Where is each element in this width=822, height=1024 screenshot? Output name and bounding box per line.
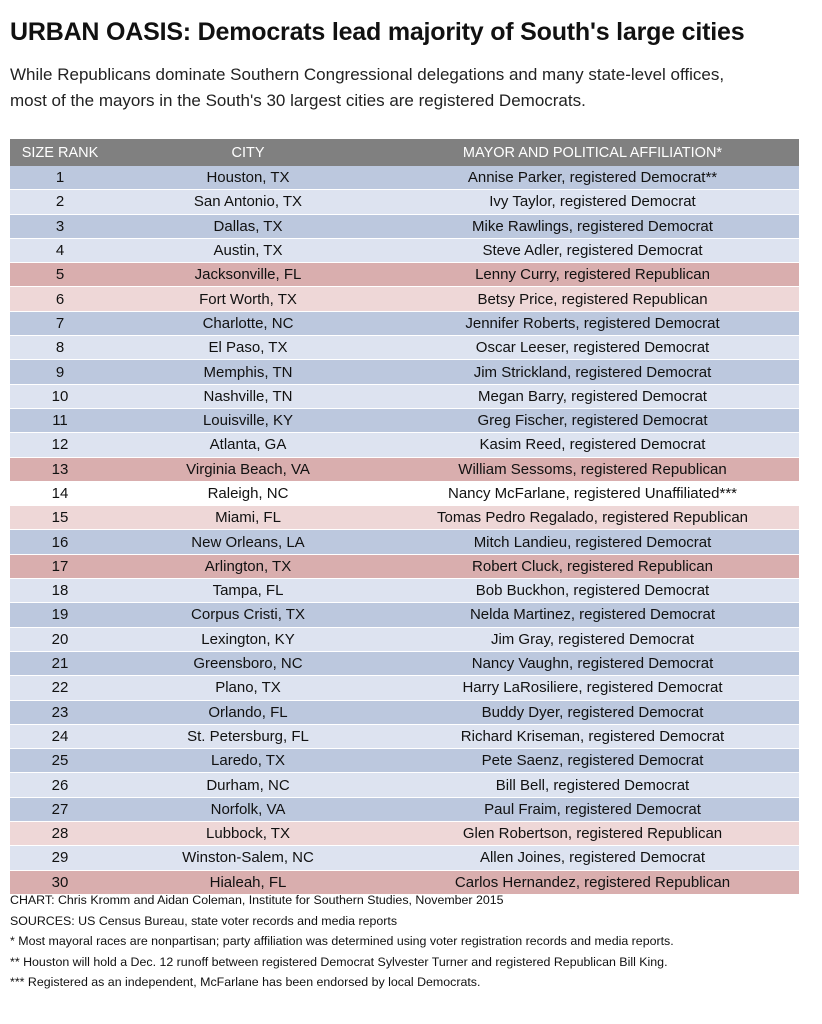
cell-rank: 24: [10, 724, 110, 748]
cell-mayor: Tomas Pedro Regalado, registered Republican: [386, 506, 799, 530]
cell-city: St. Petersburg, FL: [110, 724, 386, 748]
table-row: [10, 506, 799, 530]
cell-mayor: Carlos Hernandez, registered Republican: [386, 870, 799, 894]
header-size-rank: SIZE RANK: [10, 139, 110, 166]
cell-mayor: Bill Bell, registered Democrat: [386, 773, 799, 797]
cell-rank: 2: [10, 190, 110, 214]
cell-rank: 7: [10, 311, 110, 335]
cell-mayor: Kasim Reed, registered Democrat: [386, 433, 799, 457]
table-row: [10, 846, 799, 870]
cell-mayor: Megan Barry, registered Democrat: [386, 384, 799, 408]
cell-mayor: William Sessoms, registered Republican: [386, 457, 799, 481]
cell-rank: 18: [10, 579, 110, 603]
cell-city: Austin, TX: [110, 238, 386, 262]
cell-city: San Antonio, TX: [110, 190, 386, 214]
table-row: [10, 166, 799, 190]
header-city: CITY: [110, 139, 386, 166]
cell-city: Hialeah, FL: [110, 870, 386, 894]
cell-mayor: Mitch Landieu, registered Democrat: [386, 530, 799, 554]
cell-rank: 21: [10, 651, 110, 675]
table-row: [10, 676, 799, 700]
cell-rank: 28: [10, 822, 110, 846]
cell-rank: 29: [10, 846, 110, 870]
cell-mayor: Nancy Vaughn, registered Democrat: [386, 651, 799, 675]
cell-rank: 3: [10, 214, 110, 238]
mayors-table: [10, 139, 799, 895]
cell-city: Corpus Cristi, TX: [110, 603, 386, 627]
table-row: [10, 360, 799, 384]
cell-rank: 17: [10, 554, 110, 578]
cell-mayor: Ivy Taylor, registered Democrat: [386, 190, 799, 214]
cell-mayor: Greg Fischer, registered Democrat: [386, 408, 799, 432]
cell-mayor: Harry LaRosiliere, registered Democrat: [386, 676, 799, 700]
cell-rank: 14: [10, 481, 110, 505]
subtitle-line: most of the mayors in the South's 30 largest cities are registered Democrats.: [10, 91, 586, 110]
cell-city: Norfolk, VA: [110, 797, 386, 821]
cell-mayor: Jim Strickland, registered Democrat: [386, 360, 799, 384]
table-row: [10, 190, 799, 214]
table-row: [10, 773, 799, 797]
cell-city: Greensboro, NC: [110, 651, 386, 675]
cell-rank: 27: [10, 797, 110, 821]
footnote-credit: CHART: Chris Kromm and Aidan Coleman, Institute for Southern Studies, November 2015: [10, 893, 504, 907]
table-row: [10, 530, 799, 554]
cell-city: Raleigh, NC: [110, 481, 386, 505]
cell-city: Atlanta, GA: [110, 433, 386, 457]
table-row: [10, 433, 799, 457]
cell-rank: 1: [10, 166, 110, 190]
table-row: [10, 749, 799, 773]
table-row: [10, 457, 799, 481]
table-row: [10, 287, 799, 311]
footnote-single-star: * Most mayoral races are nonpartisan; party affiliation was determined using voter registration records and media reports.: [10, 934, 674, 948]
cell-mayor: Oscar Leeser, registered Democrat: [386, 336, 799, 360]
table-row: [10, 822, 799, 846]
cell-mayor: Annise Parker, registered Democrat**: [386, 166, 799, 190]
cell-city: Tampa, FL: [110, 579, 386, 603]
footnote-triple-star: *** Registered as an independent, McFarlane has been endorsed by local Democrats.: [10, 975, 481, 989]
table-row: [10, 263, 799, 287]
cell-rank: 5: [10, 263, 110, 287]
cell-rank: 30: [10, 870, 110, 894]
table-row: [10, 336, 799, 360]
cell-rank: 10: [10, 384, 110, 408]
cell-mayor: Paul Fraim, registered Democrat: [386, 797, 799, 821]
cell-rank: 8: [10, 336, 110, 360]
cell-mayor: Buddy Dyer, registered Democrat: [386, 700, 799, 724]
cell-city: New Orleans, LA: [110, 530, 386, 554]
cell-mayor: Betsy Price, registered Republican: [386, 287, 799, 311]
cell-city: Lubbock, TX: [110, 822, 386, 846]
cell-mayor: Mike Rawlings, registered Democrat: [386, 214, 799, 238]
cell-rank: 11: [10, 408, 110, 432]
cell-city: Laredo, TX: [110, 749, 386, 773]
cell-city: El Paso, TX: [110, 336, 386, 360]
cell-rank: 4: [10, 238, 110, 262]
cell-mayor: Allen Joines, registered Democrat: [386, 846, 799, 870]
cell-mayor: Richard Kriseman, registered Democrat: [386, 724, 799, 748]
table-row: [10, 311, 799, 335]
table-row: [10, 627, 799, 651]
header-mayor-affiliation: MAYOR AND POLITICAL AFFILIATION*: [386, 139, 799, 166]
cell-rank: 12: [10, 433, 110, 457]
cell-rank: 16: [10, 530, 110, 554]
cell-city: Virginia Beach, VA: [110, 457, 386, 481]
cell-mayor: Lenny Curry, registered Republican: [386, 263, 799, 287]
subtitle-line: While Republicans dominate Southern Congressional delegations and many state-level offices,: [10, 65, 725, 84]
cell-city: Winston-Salem, NC: [110, 846, 386, 870]
cell-mayor: Glen Robertson, registered Republican: [386, 822, 799, 846]
cell-city: Jacksonville, FL: [110, 263, 386, 287]
table-row: [10, 651, 799, 675]
chart-subtitle: [10, 62, 810, 114]
cell-rank: 22: [10, 676, 110, 700]
table-row: [10, 797, 799, 821]
table-body: [10, 166, 799, 894]
table-row: [10, 603, 799, 627]
cell-mayor: Steve Adler, registered Democrat: [386, 238, 799, 262]
cell-city: Houston, TX: [110, 166, 386, 190]
cell-mayor: Robert Cluck, registered Republican: [386, 554, 799, 578]
cell-mayor: Jim Gray, registered Democrat: [386, 627, 799, 651]
footnote-double-star: ** Houston will hold a Dec. 12 runoff between registered Democrat Sylvester Turner and registered Republican Bill King.: [10, 954, 668, 969]
cell-rank: 15: [10, 506, 110, 530]
table-row: [10, 384, 799, 408]
cell-city: Fort Worth, TX: [110, 287, 386, 311]
cell-rank: 6: [10, 287, 110, 311]
cell-rank: 25: [10, 749, 110, 773]
cell-rank: 23: [10, 700, 110, 724]
chart-title: URBAN OASIS: Democrats lead majority of South's large cities: [10, 18, 745, 46]
cell-mayor: Jennifer Roberts, registered Democrat: [386, 311, 799, 335]
cell-mayor: Bob Buckhon, registered Democrat: [386, 579, 799, 603]
cell-mayor: Nancy McFarlane, registered Unaffiliated***: [386, 481, 799, 505]
cell-city: Miami, FL: [110, 506, 386, 530]
cell-city: Orlando, FL: [110, 700, 386, 724]
cell-city: Charlotte, NC: [110, 311, 386, 335]
table-row: [10, 238, 799, 262]
cell-city: Nashville, TN: [110, 384, 386, 408]
cell-mayor: Nelda Martinez, registered Democrat: [386, 603, 799, 627]
cell-rank: 13: [10, 457, 110, 481]
cell-city: Dallas, TX: [110, 214, 386, 238]
cell-mayor: Pete Saenz, registered Democrat: [386, 749, 799, 773]
table-row: [10, 408, 799, 432]
cell-rank: 26: [10, 773, 110, 797]
cell-rank: 20: [10, 627, 110, 651]
cell-city: Louisville, KY: [110, 408, 386, 432]
cell-city: Durham, NC: [110, 773, 386, 797]
cell-city: Plano, TX: [110, 676, 386, 700]
footnote-sources: SOURCES: US Census Bureau, state voter records and media reports: [10, 913, 398, 928]
table-header-row: [10, 139, 799, 166]
table-row: [10, 724, 799, 748]
cell-city: Lexington, KY: [110, 627, 386, 651]
cell-rank: 19: [10, 603, 110, 627]
cell-rank: 9: [10, 360, 110, 384]
table-row: [10, 554, 799, 578]
table-row: [10, 579, 799, 603]
footnotes: [10, 890, 815, 993]
cell-city: Arlington, TX: [110, 554, 386, 578]
cell-city: Memphis, TN: [110, 360, 386, 384]
table-row: [10, 700, 799, 724]
table-row: [10, 481, 799, 505]
table-row: [10, 214, 799, 238]
